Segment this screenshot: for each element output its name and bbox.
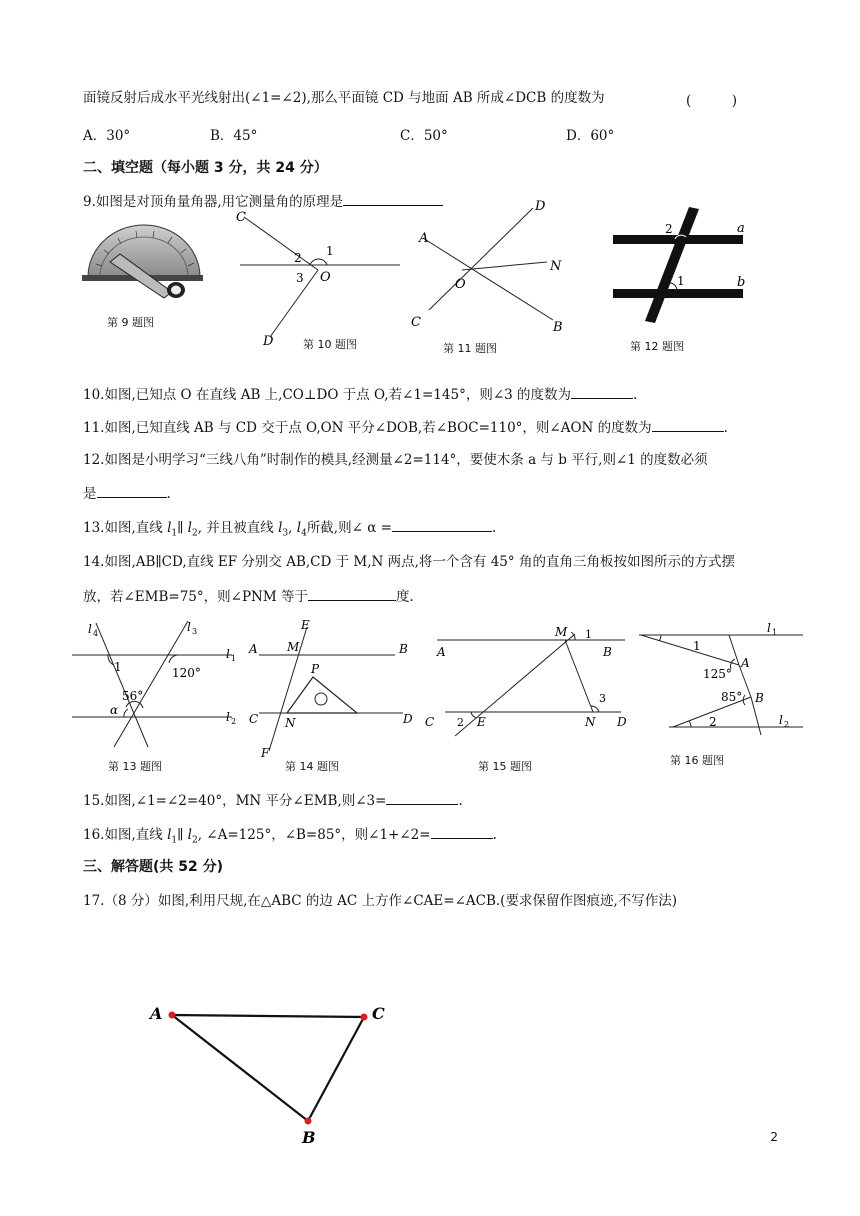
fig14-label-c: C xyxy=(249,712,259,726)
caption-fig10: 第 10 题图 xyxy=(303,338,357,351)
q12-text-line1: 12.如图是小明学习“三线八角”时制作的模具,经测量∠2=114°，要使木条 a 与 b 平行,则∠1 的度数必须 xyxy=(83,452,708,468)
q12-end: . xyxy=(166,486,171,502)
fig17-triangle xyxy=(140,995,400,1150)
q14-blank xyxy=(308,587,396,601)
fig15-label-e: E xyxy=(477,715,486,729)
fig14-label-n: N xyxy=(285,716,296,730)
q10-blank xyxy=(571,385,633,399)
fig12-angle-2: 2 xyxy=(665,222,673,236)
fig11-label-b: B xyxy=(553,320,563,335)
q16-end: . xyxy=(492,827,497,843)
fig14-label-f: F xyxy=(261,746,270,760)
fig16-diagram xyxy=(633,615,813,745)
fig11-label-n: N xyxy=(550,259,562,274)
fig15-angle-2: 2 xyxy=(457,716,464,729)
q12-text-line2 xyxy=(83,484,171,503)
q8-option-a: A．30° xyxy=(83,128,131,144)
fig13-label-l3-sub: 3 xyxy=(192,627,198,636)
fig10-label-d: D xyxy=(263,334,274,349)
fig15-diagram xyxy=(425,620,630,750)
fig13-angle-56: 56° xyxy=(122,689,144,703)
q13-par: ∥ xyxy=(177,520,188,536)
fig16-label-b: B xyxy=(755,691,764,705)
fig15-label-m: M xyxy=(555,625,568,639)
q14-stem2: 放，若∠EMB=75°，则∠PNM 等于 xyxy=(83,589,308,605)
fig14-label-a: A xyxy=(249,642,258,656)
q13-l4-sub: 4 xyxy=(301,528,307,539)
q16-l2-sub: 2 xyxy=(191,835,198,846)
fig15-label-d: D xyxy=(617,715,627,729)
q10-end: . xyxy=(633,387,638,403)
q15-blank xyxy=(386,791,458,805)
caption-fig12: 第 12 题图 xyxy=(630,340,684,353)
q8-text xyxy=(83,89,605,107)
fig15-label-n: N xyxy=(585,715,596,729)
fig12-label-a: a xyxy=(737,221,745,236)
q16-mid: , ∠A=125°，∠B=85°，则∠1+∠2= xyxy=(197,827,431,843)
fig10-diagram xyxy=(230,205,410,350)
q13-end: 所截,则∠ α = xyxy=(306,520,392,536)
q8-option-c: C．50° xyxy=(400,128,448,144)
q16-blank xyxy=(431,825,493,839)
fig11-label-a: A xyxy=(419,231,429,246)
fig17-label-a: A xyxy=(150,1004,163,1023)
q13-mid: , 并且被直线 xyxy=(197,520,279,536)
fig12-diagram xyxy=(605,205,755,330)
q15-stem: 15.如图,∠1=∠2=40°，MN 平分∠EMB,则∠3= xyxy=(83,793,387,809)
caption-fig16: 第 16 题图 xyxy=(670,754,724,767)
fig11-label-c: C xyxy=(411,315,421,330)
fig12-angle-1: 1 xyxy=(677,274,685,288)
fig17-label-b: B xyxy=(302,1128,316,1147)
q8-tail: 面镜反射后成水平光线射出(∠1=∠2),那么平面镜 CD 与地面 AB 所成∠DCB 的度数为 xyxy=(83,90,605,106)
fig16-label-l1-sub: 1 xyxy=(772,628,778,637)
q13-dot: . xyxy=(491,520,497,536)
fig10-angle-1: 1 xyxy=(326,244,334,258)
fig13-label-l4: l xyxy=(88,622,92,636)
q16-stem: 16.如图,直线 xyxy=(83,827,168,843)
fig15-label-a: A xyxy=(437,645,446,659)
q14-text-line1: 14.如图,AB∥CD,直线 EF 分别交 AB,CD 于 M,N 两点,将一个含有 45° 角的直角三角板按如图所示的方式摆 xyxy=(83,554,735,570)
q11-blank xyxy=(652,418,724,432)
fig13-label-l4-sub: 4 xyxy=(93,629,99,638)
q13-l2-sub: 2 xyxy=(191,528,198,539)
fig13-label-l2-sub: 2 xyxy=(231,717,237,726)
q13-stem: 13.如图,直线 xyxy=(83,520,168,536)
q13-text xyxy=(83,518,496,543)
fig16-angle-2: 2 xyxy=(709,715,717,729)
section-2-title: 二、填空题（每小题 3 分，共 24 分） xyxy=(83,160,328,176)
fig13-label-l1: l xyxy=(226,647,230,661)
fig13-angle-alpha: α xyxy=(110,703,119,717)
fig16-label-a: A xyxy=(741,656,750,670)
q16-text xyxy=(83,825,497,850)
q14-end: 度. xyxy=(395,589,414,605)
q13-l2: l xyxy=(187,520,192,536)
q13-l3-sub: 3 xyxy=(282,528,289,539)
q14-text-line2 xyxy=(83,587,414,606)
q10-stem: 10.如图,已知点 O 在直线 AB 上,CO⊥DO 于点 O,若∠1=145°，则∠3 的度数为 xyxy=(83,387,572,403)
q13-blank xyxy=(392,518,492,532)
q8-answer-paren: ( ) xyxy=(686,93,738,109)
fig16-label-l2: l xyxy=(779,713,783,727)
fig11-diagram xyxy=(405,200,575,345)
caption-fig11: 第 11 题图 xyxy=(443,342,497,355)
q15-text xyxy=(83,791,463,810)
q13-l1: l xyxy=(167,520,172,536)
fig14-label-p: P xyxy=(311,662,320,676)
q13-l1-sub: 1 xyxy=(171,528,178,539)
q10-text xyxy=(83,385,637,404)
fig15-label-b: B xyxy=(603,645,612,659)
fig16-angle-125: 125° xyxy=(703,667,732,681)
fig13-label-l2: l xyxy=(226,710,230,724)
caption-fig13: 第 13 题图 xyxy=(108,760,162,773)
fig16-label-l1: l xyxy=(767,621,771,635)
fig10-label-c: C xyxy=(236,210,246,225)
fig14-diagram xyxy=(245,615,425,760)
q9-stem: 9.如图是对顶角量角器,用它测量角的原理是 xyxy=(83,194,344,210)
fig10-angle-2: 2 xyxy=(294,251,302,265)
page-number: 2 xyxy=(770,1130,778,1144)
fig15-angle-3: 3 xyxy=(599,692,606,705)
fig11-label-o: O xyxy=(455,277,466,292)
q11-end: . xyxy=(723,420,728,436)
section-3-title: 三、解答题(共 52 分) xyxy=(83,859,224,875)
q12-blank xyxy=(97,484,167,498)
q13-l3: l xyxy=(278,520,283,536)
fig14-label-d: D xyxy=(403,712,413,726)
caption-fig15: 第 15 题图 xyxy=(478,760,532,773)
fig12-label-b: b xyxy=(737,275,746,290)
fig13-angle-120: 120° xyxy=(172,666,201,680)
fig13-diagram xyxy=(70,615,245,750)
caption-fig14: 第 14 题图 xyxy=(285,760,339,773)
q8-option-b: B．45° xyxy=(210,128,258,144)
fig11-label-d: D xyxy=(535,200,546,214)
q17-text: 17.（8 分）如图,利用尺规,在△ABC 的边 AC 上方作∠CAE=∠ACB.(要求保留作图痕迹,不写作法) xyxy=(83,893,677,909)
fig15-angle-1: 1 xyxy=(585,628,592,641)
fig16-label-l2-sub: 2 xyxy=(784,720,790,729)
fig13-label-l3: l xyxy=(187,620,191,634)
q16-l1-sub: 1 xyxy=(171,835,178,846)
fig9-protractor xyxy=(80,222,205,302)
fig13-label-l1-sub: 1 xyxy=(231,654,237,663)
fig10-angle-3: 3 xyxy=(296,271,304,285)
q11-text xyxy=(83,418,728,437)
q8-option-d: D．60° xyxy=(566,128,615,144)
fig17-label-c: C xyxy=(372,1004,385,1023)
q16-l1: l xyxy=(167,827,172,843)
fig15-label-c: C xyxy=(425,715,435,729)
q12-stem2: 是 xyxy=(83,486,97,502)
q13-l4: l xyxy=(296,520,302,536)
q16-l2: l xyxy=(187,827,192,843)
fig16-angle-1: 1 xyxy=(693,639,701,653)
q15-end: . xyxy=(458,793,463,809)
q16-par: ∥ xyxy=(177,827,188,843)
caption-fig9: 第 9 题图 xyxy=(107,316,154,329)
fig14-label-b: B xyxy=(399,642,408,656)
fig16-angle-85: 85° xyxy=(721,690,743,704)
fig14-label-m: M xyxy=(287,640,300,654)
fig10-label-o: O xyxy=(320,270,331,285)
q13-comma: , xyxy=(288,520,297,536)
q11-stem: 11.如图,已知直线 AB 与 CD 交于点 O,ON 平分∠DOB,若∠BOC=110°，则∠AON 的度数为 xyxy=(83,420,652,436)
fig14-label-e: E xyxy=(301,618,310,632)
fig13-angle-1: 1 xyxy=(114,660,122,674)
